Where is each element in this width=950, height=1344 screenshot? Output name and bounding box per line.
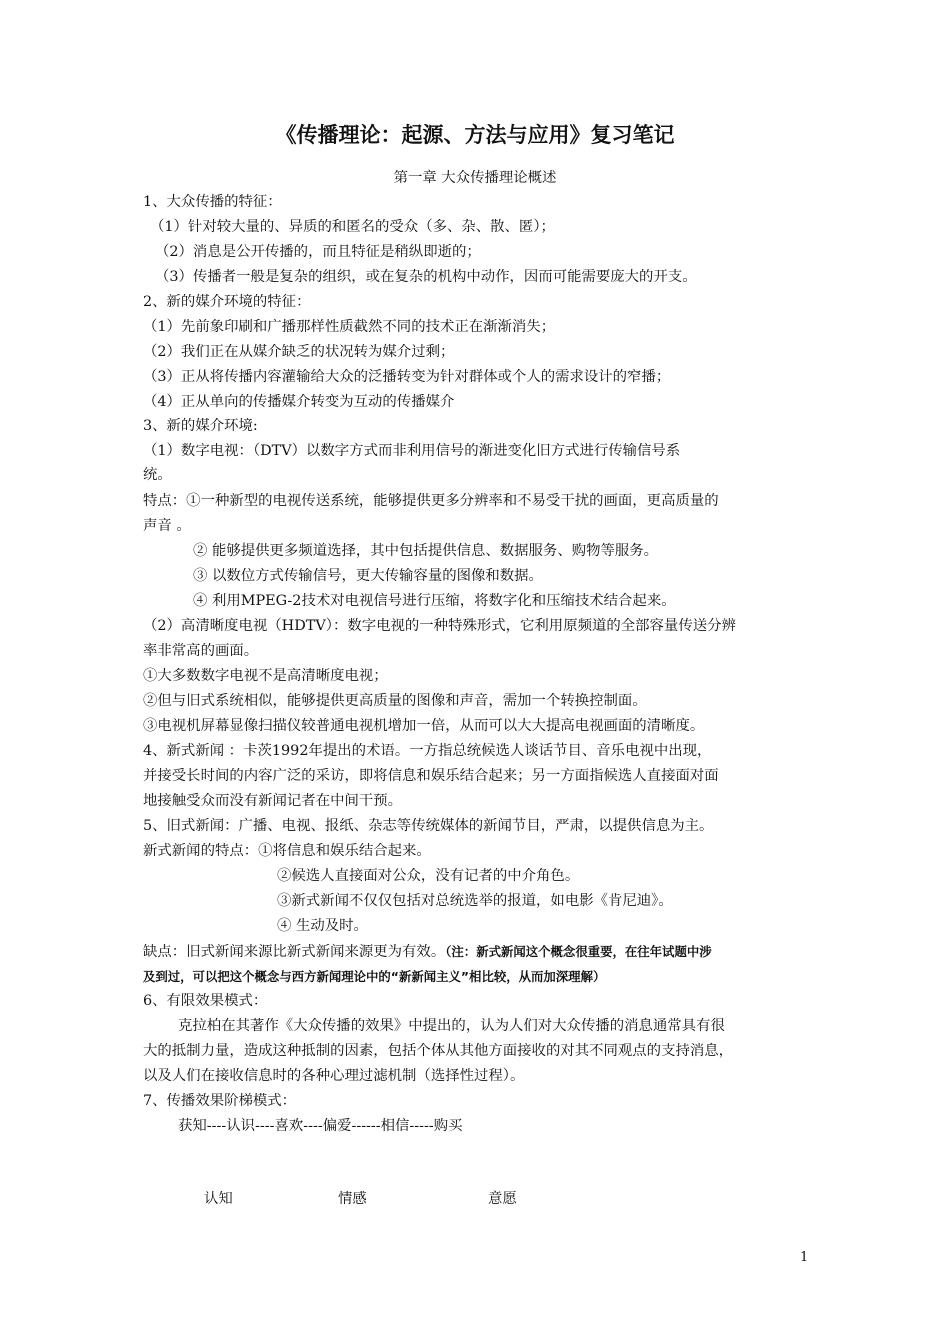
note-text: 及到过，可以把这个概念与西方新闻理论中的“新新闻主义”相比较，从而加深理解） <box>143 969 606 984</box>
text-line: 地接触受众而没有新闻记者在中间干预。 <box>143 793 403 809</box>
text-line: 并接受长时间的内容广泛的采访，即将信息和娱乐结合起来；另一方面指候选人直接面对面 <box>143 768 719 784</box>
text-line: ② 能够提供更多频道选择，其中包括提供信息、数据服务、购物等服务。 <box>193 543 659 559</box>
text-line: 克拉柏在其著作《大众传播的效果》中提出的，认为人们对大众传播的消息通常具有很 <box>178 1018 725 1034</box>
text-line: （2）我们正在从媒介缺乏的状况转为媒介过剩； <box>143 344 455 360</box>
text-line: ②但与旧式系统相似，能够提供更高质量的图像和声音，需加一个转换控制面。 <box>143 693 647 709</box>
stage-label: 意愿 <box>488 1191 517 1207</box>
text-line: ②候选人直接面对公众，没有记者的中介角色。 <box>277 868 580 884</box>
section-heading-2: 2、新的媒介环境的特征： <box>143 294 311 310</box>
section-heading-5: 5、旧式新闻：广播、电视、报纸、杂志等传统媒体的新闻节目，严肃，以提供信息为主。 <box>143 818 714 834</box>
note-text: （注：新式新闻这个概念很重要，在往年试题中涉 <box>445 944 712 959</box>
text-line: （1）先前象印刷和广播那样性质截然不同的技术正在渐渐消失； <box>143 319 556 335</box>
text-line: ③电视机屏幕显像扫描仪较普通电视机增加一倍，从而可以大大提高电视画面的清晰度。 <box>143 718 705 734</box>
text-line: 声音 。 <box>143 518 191 534</box>
page-number: 1 <box>800 1250 809 1265</box>
text-line: （2）消息是公开传播的，而且特征是稍纵即逝的； <box>155 244 481 260</box>
text-line: 获知----认识----喜欢----偏爱------相信-----购买 <box>178 1118 463 1134</box>
text-line: ①大多数数字电视不是高清晰度电视； <box>143 668 388 684</box>
stage-label: 情感 <box>338 1191 367 1207</box>
section-heading-7: 7、传播效果阶梯模式： <box>143 1093 297 1109</box>
text-line: ④ 利用MPEG-2技术对电视信号进行压缩，将数字化和压缩技术结合起来。 <box>193 593 676 609</box>
page-title: 《传播理论：起源、方法与应用》复习笔记 <box>275 123 675 147</box>
text-line: 率非常高的画面。 <box>143 643 259 659</box>
text-line: （3）正从将传播内容灌输给大众的泛播转变为针对群体或个人的需求设计的窄播； <box>143 369 671 385</box>
section-heading-4: 4、新式新闻 ：卡茨1992年提出的术语。一方指总统候选人谈话节目、音乐电视中出现， <box>143 743 712 759</box>
text-line: 新式新闻的特点：①将信息和娱乐结合起来。 <box>143 843 431 859</box>
text-line: （2）高清晰度电视（HDTV）：数字电视的一种特殊形式，它利用原频道的全部容量传送分辨 <box>143 618 736 634</box>
section-heading-3: 3、新的媒介环境: <box>143 418 258 434</box>
text-line: 统。 <box>143 467 172 483</box>
text-line: 大的抵制力量，造成这种抵制的因素，包括个体从其他方面接收的对其不同观点的支持消息， <box>143 1043 734 1059</box>
section-heading-6: 6、有限效果模式： <box>143 993 268 1009</box>
text-line: ③新式新闻不仅仅包括对总统选举的报道，如电影《肯尼迪》。 <box>277 893 673 909</box>
section-heading-1: 1、大众传播的特征： <box>143 194 282 210</box>
chapter-heading: 第一章 大众传播理论概述 <box>393 170 557 186</box>
text-line: （4）正从单向的传播媒介转变为互动的传播媒介 <box>143 394 455 410</box>
text-line: 以及人们在接收信息时的各种心理过滤机制（选择性过程）。 <box>143 1068 525 1084</box>
text-line: ③ 以数位方式传输信号，更大传输容量的图像和数据。 <box>193 568 543 584</box>
text-line: 特点：①一种新型的电视传送系统，能够提供更多分辨率和不易受干扰的画面，更高质量的 <box>143 493 719 509</box>
text-line: ④ 生动及时。 <box>277 918 368 934</box>
stage-label: 认知 <box>204 1191 233 1207</box>
text-line <box>143 940 712 964</box>
text-line: （3）传播者一般是复杂的组织，或在复杂的机构中动作，因而可能需要庞大的开支。 <box>155 269 697 285</box>
text-line: （1）针对较大量的、异质的和匿名的受众（多、杂、散、匿）； <box>150 219 555 235</box>
text-line: （1）数字电视：（DTV）以数字方式而非利用信号的渐进变化旧方式进行传输信号系 <box>143 443 681 459</box>
text-line-main: 缺点：旧式新闻来源比新式新闻来源更为有效。 <box>143 944 446 960</box>
